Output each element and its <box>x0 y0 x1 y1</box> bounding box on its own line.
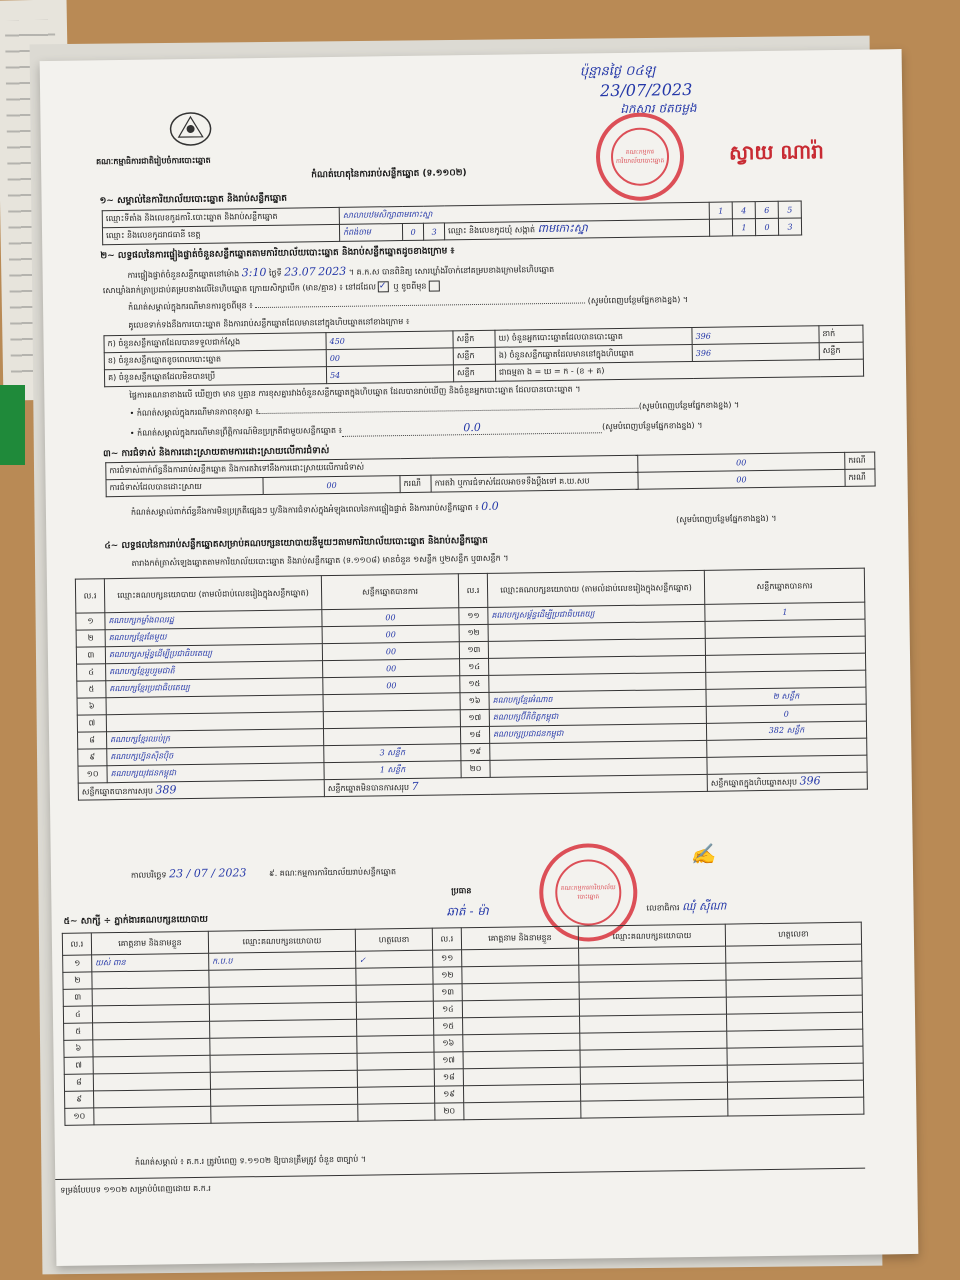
vote-cell: ១ <box>76 613 105 630</box>
vote-cell <box>323 710 460 729</box>
province-value: កំពង់ចាម <box>339 224 402 242</box>
handwritten-copy-note: ឯកសារ ថតចម្លង <box>620 100 697 116</box>
witness-cell <box>727 1046 863 1065</box>
emblem-icon <box>168 109 213 150</box>
vote-cell: ១៨ <box>460 726 489 743</box>
secretary-line: លេខាធិការ ឈុំ សុីណា <box>646 899 727 914</box>
witness-cell <box>357 1018 434 1036</box>
count-table: ក) ចំនួនសន្លឹកឆ្នោតដែលបានទទួលជាក់ស្តែង 450 សន្លឹក ឃ) ចំនួនអ្នកបោះឆ្នោតដែលបានបោះឆ្នោត 396 នាក់ ខ) ចំនួនសន្លឹកឆ្នោតខូចពេលបោះឆ្នោត 00 សន្លឹក ង) ចំនួនសន្លឹកឆ្នោតដែលមាននៅក្នុងហិបឆ្នោត 396 សន្លឹក គ) ចំនួនសន្លឹកឆ្នោតដែលមិនបានប្រើ 54 សន្លឹក ជាធម្មតា ង = ឃ = ក - (ខ + គ) <box>103 325 864 388</box>
vote-cell: ៩ <box>78 749 107 766</box>
witness-cell <box>356 1001 433 1019</box>
verify-line: ការផ្ទៀងផ្ទាត់ចំនួនសន្លឹកឆ្នោតនៅម៉ោង 3:10 ថ្ងៃទី 23.07 2023 ។ គ.ក.ស បានពិនិត្យ សោរឃ្លាំងរីចាក់នៅគម្របខាងក្រោមនៃហិបឆ្នោត <box>127 264 555 280</box>
chair-label: ប្រធាន <box>451 886 472 896</box>
intro-line: គូលេខទាក់ទងនឹងការបោះឆ្នោត និងការរាប់សន្លឹកឆ្នោតដែលមាននៅក្នុងហិបឆ្នោតនៅខាងក្រោម ៖ <box>128 316 410 330</box>
vote-cell: 1 <box>705 602 865 621</box>
election-form-page: គណៈកម្មាធិការជាតិរៀបចំការបោះឆ្នោត កំណត់ហេតុនៃការរាប់សន្លឹកឆ្នោត (ទ.១១០២) ប៉ុន្មានថ្ងៃ ០៤ឡ 23/07/2023 ឯកសារ ថតចម្លង ស្វាយ ណារ៉ា គណៈកម្មការការិយាល័យបោះឆ្នោត ១~ សម្គាល់នៃការិយាល័យបោះឆ្នោត និងរាប់សន្លឹកឆ្នោត ឈ្មោះទីតាំង និងលេខកូដការិ.បោះឆ្នោត និងរាប់សន្លឹកឆ្នោត សាលាបឋមសិក្សាពាមកោះស្នា 1 4 6 5 ឈ្មោះ និងលេខកូដរាជធានី ខេត្ត កំពង់ចាម 0 3 ឈ្មោះ និងលេខកូដឃុំ សង្កាត់ ពាមកោះស្នា 1 0 3 ២~ លទ្ធផលនៃការផ្ទៀងផ្ទាត់ចំនួនសន្លឹកឆ្នោតតាមការិយាល័យបោះឆ្នោត និងរាប់សន្លឹកឆ្នោតដូចខាងក្រោម ៖ ការផ្ទៀងផ្ទាត់ចំនួនសន្លឹកឆ្នោតនៅម៉ោង 3:10 ថ្ងៃទី 23.07 2023 ។ គ.ក.ស បានពិនិត្យ សោរឃ្លាំងរីចាក់នៅគម្របខាងក្រោមនៃហិបឆ្នោត សោឃ្លាំងរាក់ត្រាប្រដាប់គម្របខាងលើនៃហិបឆ្នោត ក្រោយសិក្សាបើក (មាន/គ្មាន) ៖ នៅដដែល ✓ ឬ ខូចពីមុន កំណត់សម្គាល់ក្នុងករណីមានការខូចពីមុន ៖ (សូមបំពេញបន្ថែមផ្នែកខាងខ្នង) ។ គូលេខទាក់ទងនឹងការបោះឆ្នោត និងការរាប់សន្លឹកឆ្នោតដែលមាននៅក្នុងហិបឆ្នោតនៅខាងក្រោម ៖ ក) ចំនួនសន្លឹកឆ្នោតដែលបានទទួលជាក់ស្តែង 450 សន្លឹក ឃ) ចំនួនអ្នកបោះឆ្នោតដែលបានបោះឆ្នោត 396 នាក់ ខ) ចំនួនសន្លឹកឆ្នោតខូចពេលបោះឆ្នោត 00 សន្លឹក ង) ចំនួនសន្លឹកឆ្នោតដែលមាននៅក្នុងហិបឆ្នោត 396 សន្លឹក គ) ចំនួនសន្លឹកឆ្នោតដែលមិនបានប្រើ 54 សន្លឹក ជាធម្មតា ង = ឃ = ក - (ខ + គ) ផ្ទៃការគណនាខាងលើ ឃើញថា មាន ឬគ្មាន ការខុសគ្នារវាងចំនួនសន្លឹកឆ្នោតក្នុងហិបឆ្នោត ដែលបានរាប់ឃើញ និងចំនួនអ្នកបោះឆ្នោត ដែលបានបោះឆ្នោត ។ • កំណត់សម្គាល់ក្នុងករណីមានភាពខុសគ្នា ៖(សូមបំពេញបន្ថែមផ្នែកខាងខ្នង) ។ • កំណត់សម្គាល់ក្នុងករណីមានព្រឹត្តិការណ៍មិនប្រក្រតីជាមួយសន្លឹកឆ្នោត ៖ 0.0 (សូមបំពេញបន្ថែមផ្នែកខាងខ្នង) ។ ៣~ ការជំទាស់ និងការដោះស្រាយតាមការដោះស្រាយលើការជំទាស់ ការជំទាស់ពាក់ព័ន្ធនឹងការរាប់សន្លឹកឆ្នោត និងការតវ៉ាទៅនឹងការដោះស្រាយលើការជំទាស់ 00 ករណី ការជំទាស់ដែលបានដោះស្រាយ 00 ករណី ការតវ៉ា ឬការជំទាស់ដែលអាចទទឹងប្ដឹងទៅ គ.ឃ.សប 00 ករណី កំណត់សម្គាល់ពាក់ព័ន្ធនឹងការមិនប្រក្រតីផ្សេងៗ ឬ/និងការជំទាស់ក្នុងអំឡុងពេលនៃការផ្ទៀងផ្ទាត់ និងការរាប់សន្លឹកឆ្នោត ៖ 0.0 (សូមបំពេញបន្ថែមផ្នែកខាងខ្នង) ។ ៤~ លទ្ធផលនៃការរាប់សន្លឹកឆ្នោតសម្រាប់គណបក្សនយោបាយនីមួយៗតាមការិយាល័យបោះឆ្នោត និងរាប់សន្លឹកឆ្នោត តារាងកត់ត្រាសំឡេងឆ្នោតតាមការិយាល័យបោះឆ្នោត និងរាប់សន្លឹកឆ្នោត (ទ.១១០៨) មានចំនួន ១សន្លឹក ឬ២សន្លឹក ឬ៣សន្លឹក ។ ល.រ ឈ្មោះគណបក្សនយោបាយ (តាមលំដាប់លេខរៀងក្នុងសន្លឹកឆ្នោត) សន្លឹកឆ្នោតបានការ ល.រ ឈ្មោះគណបក្សនយោបាយ (តាមលំដាប់លេខរៀងក្នុងសន្លឹកឆ្នោត) សន្លឹកឆ្នោតបានការ ១ គណបក្សកម្លាំងពលរដ្ឋ 00 ១១ គណបក្សសម្ព័ន្ធដើម្បីប្រជាធិបតេយ្យ 1 ២ គណបក្សខ្មែរតែមួយ 00 ១២ ៣ គណបក្សសម្ព័ន្ធដើម្បីប្រជាធិបតេយ្យ 00 ១៣ ៤ គណបក្សខ្មែររួបរួមជាតិ 00 ១៤ ៥ គណបក្សខ្មែរប្រជាធិបតេយ្យ 00 ១៥ ៦ ១៦ គណបក្សខ្មែរអំណាច ២ សន្លឹក ៧ ១៧ គណបក្សប៊ីតិចិត្តកម្ពុជា 0 ៨ គណបក្សខ្មែរឈប់ក្រ ១៨ គណបក្សប្រជាជនកម្ពុជា 382 សន្លឹក ៩ គណបក្សហ្វ៊ុនស៊ិនប៉ិច 3 សន្លឹក ១៩ ១០ គណបក្សយុវជនកម្ពុជា 1 សន្លឹក ២០ សន្លឹកឆ្នោតបានការសរុប 389 សន្លឹកឆ្នោតមិនបានការសរុប 7 សន្លឹកឆ្នោតក្នុងហិបឆ្នោតសរុប 396 កាលបរិច្ឆេទ 23 / 07 / 2023 ៩. គណៈកម្មការការិយាល័យរាប់សន្លឹកឆ្នោត ប្រធាន ឆាត់ - ម៉ា លេខាធិការ ឈុំ សុីណា គណៈកម្មការការិយាល័យបោះឆ្នោត ✍ ៥~ សាក្សី ÷ ភ្នាក់ងារគណបក្សនយោបាយ ល.រ គោត្តនាម និងនាមខ្លួន ឈ្មោះគណបក្សនយោបាយ ហត្ថលេខា ល.រ គោត្តនាម និងនាមខ្លួន ឈ្មោះគណបក្សនយោបាយ ហត្ថលេខា ១ យស់ ពាន ក.ប.ប ✓ ១១ ២ ១២ ៣ ១៣ ៤ ១៤ ៥ ១៥ ៦ ១៦ ៧ ១៧ ៨ ១៨ ៩ ១៩ ១០ ២០ កំណត់សម្គាល់ ៖ គ.ក.រ ត្រូវបំពេញ ទ.១១០២ ឱ្យបានត្រឹមត្រូវ ចំនួន ៣ច្បាប់ ។ ទម្រង់បែបបទ ១១០២ សម្រាប់បំពេញដោយ គ.ក.រ <box>40 49 919 1266</box>
witness-cell <box>463 1067 580 1086</box>
section-4-title: ៤~ លទ្ធផលនៃការរាប់សន្លឹកឆ្នោតសម្រាប់គណបក្សនយោបាយនីមួយៗតាមការិយាល័យបោះឆ្នោត និងរាប់សន្លឹកឆ្នោត <box>104 535 488 552</box>
vote-cell: គណបក្សសម្ព័ន្ធដើម្បីប្រជាធិបតេយ្យ <box>105 644 322 664</box>
witness-cell <box>462 982 579 1001</box>
witness-cell <box>726 944 862 963</box>
vote-cell: ២ <box>76 630 105 647</box>
witness-cell <box>210 1053 357 1072</box>
witness-cell: ១ <box>63 955 92 972</box>
witness-cell <box>93 1072 210 1091</box>
witness-cell: ១៨ <box>434 1069 463 1086</box>
handwritten-date-top: 23/07/2023 <box>599 79 693 101</box>
location-table <box>102 200 802 245</box>
commune-label: ឈ្មោះ និងលេខកូដឃុំ សង្កាត់ <box>448 225 536 236</box>
vote-cell: ២០ <box>461 760 490 777</box>
formula: ជាធម្មតា ង = ឃ = ក - (ខ + គ) <box>495 359 863 381</box>
vote-cell: 00 <box>322 625 459 644</box>
witness-cell <box>211 1104 358 1123</box>
footnote: កំណត់សម្គាល់ ៖ គ.ក.រ ត្រូវបំពេញ ទ.១១០២ ឱ្យបានត្រឹមត្រូវ ចំនួន ៣ច្បាប់ ។ <box>134 1154 367 1167</box>
witness-cell <box>581 1099 728 1118</box>
ng-label: ង) ចំនួនសន្លឹកឆ្នោតដែលមាននៅក្នុងហិបឆ្នោត <box>495 344 692 364</box>
vote-cell: ១៩ <box>461 743 490 760</box>
vote-cell <box>323 727 460 746</box>
kha-value: 00 <box>326 348 453 367</box>
witness-cell <box>463 1016 580 1035</box>
kho-value: 396 <box>692 326 819 345</box>
total-valid: សន្លឹកឆ្នោតបានការសរុប 389 <box>78 780 324 800</box>
vote-cell: គណបក្សយុវជនកម្ពុជា <box>107 763 324 783</box>
witness-cell <box>357 1052 434 1070</box>
witness-cell: ៨ <box>64 1074 93 1091</box>
witness-cell <box>726 995 862 1014</box>
vote-cell: ៣ <box>76 647 105 664</box>
witness-cell <box>580 1082 727 1101</box>
handwritten-note-top: ប៉ុន្មានថ្ងៃ ០៤ឡ <box>579 63 656 80</box>
witness-cell <box>356 967 433 985</box>
form-footer: ទម្រង់បែបបទ ១១០២ សម្រាប់បំពេញដោយ គ.ក.រ <box>60 1183 211 1195</box>
vote-cell: ១៦ <box>460 692 489 709</box>
witness-cell <box>357 1035 434 1053</box>
vote-cell: ៥ <box>77 681 106 698</box>
location-code-2: 4 <box>732 202 755 219</box>
ka-value: 450 <box>326 331 453 350</box>
witness-cell: ៤ <box>63 1006 92 1023</box>
vote-cell: 3 សន្លឹក <box>324 744 461 763</box>
witness-cell <box>727 1029 863 1048</box>
witness-cell <box>579 980 726 999</box>
total-invalid: សន្លឹកឆ្នោតមិនបានការសរុប 7 <box>324 774 707 796</box>
witness-cell <box>727 1012 863 1031</box>
witness-cell <box>462 948 579 967</box>
witness-cell: ១១ <box>433 950 462 967</box>
witness-cell <box>92 987 209 1006</box>
province-code-2: 3 <box>424 223 445 240</box>
witness-cell <box>726 961 862 980</box>
witness-table: ល.រ គោត្តនាម និងនាមខ្លួន ឈ្មោះគណបក្សនយោបាយ ហត្ថលេខា ល.រ គោត្តនាម និងនាមខ្លួន ឈ្មោះគណបក្សនយោបាយ ហត្ថលេខា ១ យស់ ពាន ក.ប.ប ✓ ១១ ២ ១២ ៣ ១៣ ៤ ១៤ ៥ ១៥ ៦ ១៦ ៧ ១៧ ៨ ១៨ ៩ ១៩ ១០ ២០ <box>62 922 865 1126</box>
vote-cell: គណបក្សកម្លាំងពលរដ្ឋ <box>105 610 322 630</box>
bullet-2: • កំណត់សម្គាល់ក្នុងករណីមានព្រឹត្តិការណ៍មិនប្រក្រតីជាមួយសន្លឹកឆ្នោត ៖ 0.0 (សូមបំពេញបន្ថែមផ្នែកខាងខ្នង) ។ <box>129 420 703 438</box>
witness-cell <box>463 1033 580 1052</box>
witness-cell: ៧ <box>64 1057 93 1074</box>
red-seal-top: គណៈកម្មការការិយាល័យបោះឆ្នោត <box>595 112 684 201</box>
vote-cell: 1 សន្លឹក <box>324 761 461 780</box>
chair-name: ឆាត់ - ម៉ា <box>446 903 489 919</box>
kha-label: ខ) ចំនួនសន្លឹកឆ្នោតខូចពេលបោះឆ្នោត <box>104 350 326 370</box>
committee-name: គណៈកម្មាធិការជាតិរៀបចំការបោះឆ្នោត <box>95 155 211 167</box>
witness-cell: ១៣ <box>433 984 462 1001</box>
vote-cell: ១១ <box>459 607 488 624</box>
witness-cell: ២០ <box>435 1103 464 1120</box>
witness-cell: ១៦ <box>434 1035 463 1052</box>
witness-cell <box>356 984 433 1002</box>
witness-cell <box>462 999 579 1018</box>
objection-2-label: ការជំទាស់ដែលបានដោះស្រាយ <box>106 477 263 496</box>
witness-cell <box>463 1050 580 1069</box>
vote-cell: គណបក្សប៊ីតិចិត្តកម្ពុជា <box>489 706 706 726</box>
commune-value: ពាមកោះស្នា <box>537 221 588 236</box>
ko-value: 54 <box>326 365 453 384</box>
witness-cell <box>579 997 726 1016</box>
witness-cell <box>464 1101 581 1120</box>
vote-cell: 00 <box>322 608 459 627</box>
bullet-1: • កំណត់សម្គាល់ក្នុងករណីមានភាពខុសគ្នា ៖(សូមបំពេញបន្ថែមផ្នែកខាងខ្នង) ។ <box>129 400 740 418</box>
witness-cell <box>728 1097 864 1116</box>
witness-cell <box>727 1063 863 1082</box>
location-code-4: 5 <box>778 201 801 218</box>
vote-cell: ១៥ <box>460 675 489 692</box>
ka-label: ក) ចំនួនសន្លឹកឆ្នោតដែលបានទទួលជាក់ស្តែង <box>104 333 326 353</box>
vote-cell <box>323 693 460 712</box>
witness-cell: ៦ <box>64 1040 93 1057</box>
vote-cell: ១៣ <box>459 641 488 658</box>
vote-cell: គណបក្សសម្ព័ន្ធដើម្បីប្រជាធិបតេយ្យ <box>488 604 705 624</box>
vote-cell: ១០ <box>78 766 107 783</box>
verify-date: 23.07 <box>284 265 316 279</box>
vote-cell: ៧ <box>77 715 106 732</box>
vote-cell: 00 <box>323 659 460 678</box>
witness-cell <box>94 1089 211 1108</box>
witness-cell <box>580 1014 727 1033</box>
green-folder-edge <box>0 385 25 465</box>
commune-code-2: 0 <box>755 218 778 235</box>
date-line: កាលបរិច្ឆេទ 23 / 07 / 2023 ៩. គណៈកម្មការការិយាល័យរាប់សន្លឹកឆ្នោត <box>130 866 397 881</box>
ko-label: គ) ចំនួនសន្លឹកឆ្នោតដែលមិនបានប្រើ <box>104 367 326 387</box>
vote-cell: ៤ <box>77 664 106 681</box>
section-4-sub: តារាងកត់ត្រាសំឡេងឆ្នោតតាមការិយាល័យបោះឆ្នោត និងរាប់សន្លឹកឆ្នោត (ទ.១១០៨) មានចំនួន ១សន្លឹក ឬ២សន្លឹក ឬ៣សន្លឹក ។ <box>131 553 509 568</box>
note-line: កំណត់សម្គាល់ក្នុងករណីមានការខូចពីមុន ៖ (សូមបំពេញបន្ថែមផ្នែកខាងខ្នង) ។ <box>128 295 689 312</box>
witness-cell <box>92 1004 209 1023</box>
total-box: សន្លឹកឆ្នោតក្នុងហិបឆ្នោតសរុប 396 <box>707 772 867 791</box>
objection-1-value: 00 <box>638 452 845 472</box>
handwritten-red-name: ស្វាយ ណារ៉ា <box>728 139 824 165</box>
witness-cell <box>93 1021 210 1040</box>
vote-cell: គណបក្សខ្មែរឈប់ក្រ <box>106 729 323 749</box>
vote-cell: គណបក្សប្រជាជនកម្ពុជា <box>489 723 706 743</box>
vote-cell: ៦ <box>77 698 106 715</box>
witness-cell <box>93 1055 210 1074</box>
vote-cell: គណបក្សខ្មែរអំណាច <box>489 689 706 709</box>
province-code-1: 0 <box>403 223 424 240</box>
witness-cell <box>579 963 726 982</box>
location-code-1: 1 <box>709 202 732 219</box>
objection-3-value: 00 <box>638 469 845 489</box>
witness-cell: ២ <box>63 972 92 989</box>
commune-code-3: 3 <box>778 218 801 235</box>
vote-cell: ១២ <box>459 624 488 641</box>
vote-cell: ២ សន្លឹក <box>706 687 866 706</box>
witness-cell <box>210 1019 357 1038</box>
vote-cell: ៨ <box>78 732 107 749</box>
witness-cell <box>94 1106 211 1125</box>
broken-checkbox[interactable] <box>428 281 439 292</box>
witness-cell <box>580 1048 727 1067</box>
location-value: សាលាបឋមសិក្សាពាមកោះស្នា <box>339 202 709 224</box>
vote-cell: 382 សន្លឹក <box>706 721 866 740</box>
vote-cell: គណបក្សខ្មែរតែមួយ <box>105 627 322 647</box>
kho-label: ឃ) ចំនួនអ្នកបោះឆ្នោតដែលបានបោះឆ្នោត <box>495 327 692 347</box>
witness-cell: ៩ <box>65 1091 94 1108</box>
vote-cell: 00 <box>323 676 460 695</box>
location-label: ឈ្មោះទីតាំង និងលេខកូដការិ.បោះឆ្នោត និងរាប់សន្លឹកឆ្នោត <box>102 207 339 227</box>
vote-cell: 00 <box>322 642 459 661</box>
objection-1-label: ការជំទាស់ពាក់ព័ន្ធនឹងការរាប់សន្លឹកឆ្នោត និងការតវ៉ាទៅនឹងការដោះស្រាយលើការជំទាស់ <box>106 455 638 479</box>
verify-year: 2023 <box>318 264 347 279</box>
witness-cell <box>580 1065 727 1084</box>
witness-cell: ៣ <box>63 989 92 1006</box>
witness-cell: ១៩ <box>434 1086 463 1103</box>
red-seal-bottom: គណៈកម្មការការិយាល័យបោះឆ្នោត <box>539 843 638 942</box>
witness-cell <box>210 1070 357 1089</box>
witness-cell: ៥ <box>64 1023 93 1040</box>
witness-cell: ១៤ <box>433 1001 462 1018</box>
witness-cell <box>209 985 356 1004</box>
witness-cell <box>463 1084 580 1103</box>
witness-cell <box>209 968 356 987</box>
commune-code-1: 1 <box>732 219 755 236</box>
witness-cell <box>92 970 209 989</box>
commune-cell <box>445 219 710 240</box>
vote-cell: 0 <box>706 704 866 723</box>
vote-cell: ១៧ <box>460 709 489 726</box>
witness-cell: ✓ <box>356 950 433 968</box>
objection-3-label: ការតវ៉ា ឬការជំទាស់ដែលអាចទទឹងប្ដឹងទៅ គ.ឃ.សប <box>431 472 638 492</box>
form-title: កំណត់ហេតុនៃការរាប់សន្លឹកឆ្នោត (ទ.១១០២) <box>311 168 467 181</box>
witness-cell <box>462 965 579 984</box>
ng-value: 396 <box>692 343 819 362</box>
vote-cell: គណបក្សខ្មែរប្រជាធិបតេយ្យ <box>106 678 323 698</box>
witness-cell <box>358 1103 435 1121</box>
witness-cell <box>210 1036 357 1055</box>
witness-cell <box>579 946 726 965</box>
witness-cell <box>211 1087 358 1106</box>
witness-cell: ១០ <box>65 1108 94 1125</box>
witness-cell <box>580 1031 727 1050</box>
witness-cell: ១៥ <box>434 1018 463 1035</box>
objection-note: កំណត់សម្គាល់ពាក់ព័ន្ធនឹងការមិនប្រក្រតីផ្សេងៗ ឬ/និងការជំទាស់ក្នុងអំឡុងពេលនៃការផ្ទៀងផ្ទាត់ និងការរាប់សន្លឹកឆ្នោត ៖ 0.0 <box>130 499 499 517</box>
witness-cell <box>209 1002 356 1021</box>
section-2-title: ២~ លទ្ធផលនៃការផ្ទៀងផ្ទាត់ចំនួនសន្លឹកឆ្នោតតាមការិយាល័យបោះឆ្នោត និងរាប់សន្លឹកឆ្នោតដូចខាងក្រោម ៖ <box>100 246 455 262</box>
witness-cell <box>726 978 862 997</box>
signature-mark: ✍ <box>690 841 716 867</box>
witness-cell: យស់ ពាន <box>92 953 209 972</box>
witness-cell <box>357 1086 434 1104</box>
witness-cell: ១២ <box>433 967 462 984</box>
witness-cell: ១៧ <box>434 1052 463 1069</box>
votes-table: ល.រ ឈ្មោះគណបក្សនយោបាយ (តាមលំដាប់លេខរៀងក្នុងសន្លឹកឆ្នោត) សន្លឹកឆ្នោតបានការ ល.រ ឈ្មោះគណបក្សនយោបាយ (តាមលំដាប់លេខរៀងក្នុងសន្លឹកឆ្នោត) សន្លឹកឆ្នោតបានការ ១ គណបក្សកម្លាំងពលរដ្ឋ 00 ១១ គណបក្សសម្ព័ន្ធដើម្បីប្រជាធិបតេយ្យ 1 ២ គណបក្សខ្មែរតែមួយ 00 ១២ ៣ គណបក្សសម្ព័ន្ធដើម្បីប្រជាធិបតេយ្យ 00 ១៣ ៤ គណបក្សខ្មែររួបរួមជាតិ 00 ១៤ ៥ គណបក្សខ្មែរប្រជាធិបតេយ្យ 00 ១៥ ៦ ១៦ គណបក្សខ្មែរអំណាច ២ សន្លឹក ៧ ១៧ គណបក្សប៊ីតិចិត្តកម្ពុជា 0 ៨ គណបក្សខ្មែរឈប់ក្រ ១៨ គណបក្សប្រជាជនកម្ពុជា 382 សន្លឹក ៩ គណបក្សហ្វ៊ុនស៊ិនប៉ិច 3 សន្លឹក ១៩ ១០ គណបក្សយុវជនកម្ពុជា 1 សន្លឹក ២០ សន្លឹកឆ្នោតបានការសរុប 389 សន្លឹកឆ្នោតមិនបានការសរុប 7 សន្លឹកឆ្នោតក្នុងហិបឆ្នោតសរុប 396 <box>75 568 868 801</box>
vote-cell: គណបក្សហ្វ៊ុនស៊ិនប៉ិច <box>107 746 324 766</box>
vote-cell: ១៤ <box>460 658 489 675</box>
witness-cell <box>357 1069 434 1087</box>
section-1-title: ១~ សម្គាល់នៃការិយាល័យបោះឆ្នោត និងរាប់សន្លឹកឆ្នោត <box>99 193 288 207</box>
section-3-title: ៣~ ការជំទាស់ និងការដោះស្រាយតាមការដោះស្រាយលើការជំទាស់ <box>103 446 330 460</box>
objection-table: ការជំទាស់ពាក់ព័ន្ធនឹងការរាប់សន្លឹកឆ្នោត និងការតវ៉ាទៅនឹងការដោះស្រាយលើការជំទាស់ 00 ករណី ការជំទាស់ដែលបានដោះស្រាយ 00 ករណី ការតវ៉ា ឬការជំទាស់ដែលអាចទទឹងប្ដឹងទៅ គ.ឃ.សប 00 ករណី <box>105 451 875 497</box>
witness-cell <box>727 1080 863 1099</box>
location-code-3: 6 <box>755 201 778 218</box>
seal-line: សោឃ្លាំងរាក់ត្រាប្រដាប់គម្របខាងលើនៃហិបឆ្នោត ក្រោយសិក្សាបើក (មាន/គ្មាន) ៖ នៅដដែល ✓ ឬ ខូចពីមុន <box>103 277 703 297</box>
province-label: ឈ្មោះ និងលេខកូដរាជធានី ខេត្ត <box>102 224 339 244</box>
objection-2-value: 00 <box>263 476 400 495</box>
witness-cell <box>93 1038 210 1057</box>
verify-time: 3:10 <box>241 265 267 280</box>
vote-cell: គណបក្សខ្មែររួបរួមជាតិ <box>106 661 323 681</box>
section-5-title: ៥~ សាក្សី ÷ ភ្នាក់ងារគណបក្សនយោបាយ <box>63 914 209 927</box>
witness-cell: ក.ប.ប <box>209 951 356 970</box>
diff-line: ផ្ទៃការគណនាខាងលើ ឃើញថា មាន ឬគ្មាន ការខុសគ្នារវាងចំនួនសន្លឹកឆ្នោតក្នុងហិបឆ្នោត ដែលបានរាប់ឃើញ និងចំនួនអ្នកបោះឆ្នោត ដែលបានបោះឆ្នោត ។ <box>129 384 581 400</box>
intact-checkbox[interactable]: ✓ <box>378 281 389 292</box>
